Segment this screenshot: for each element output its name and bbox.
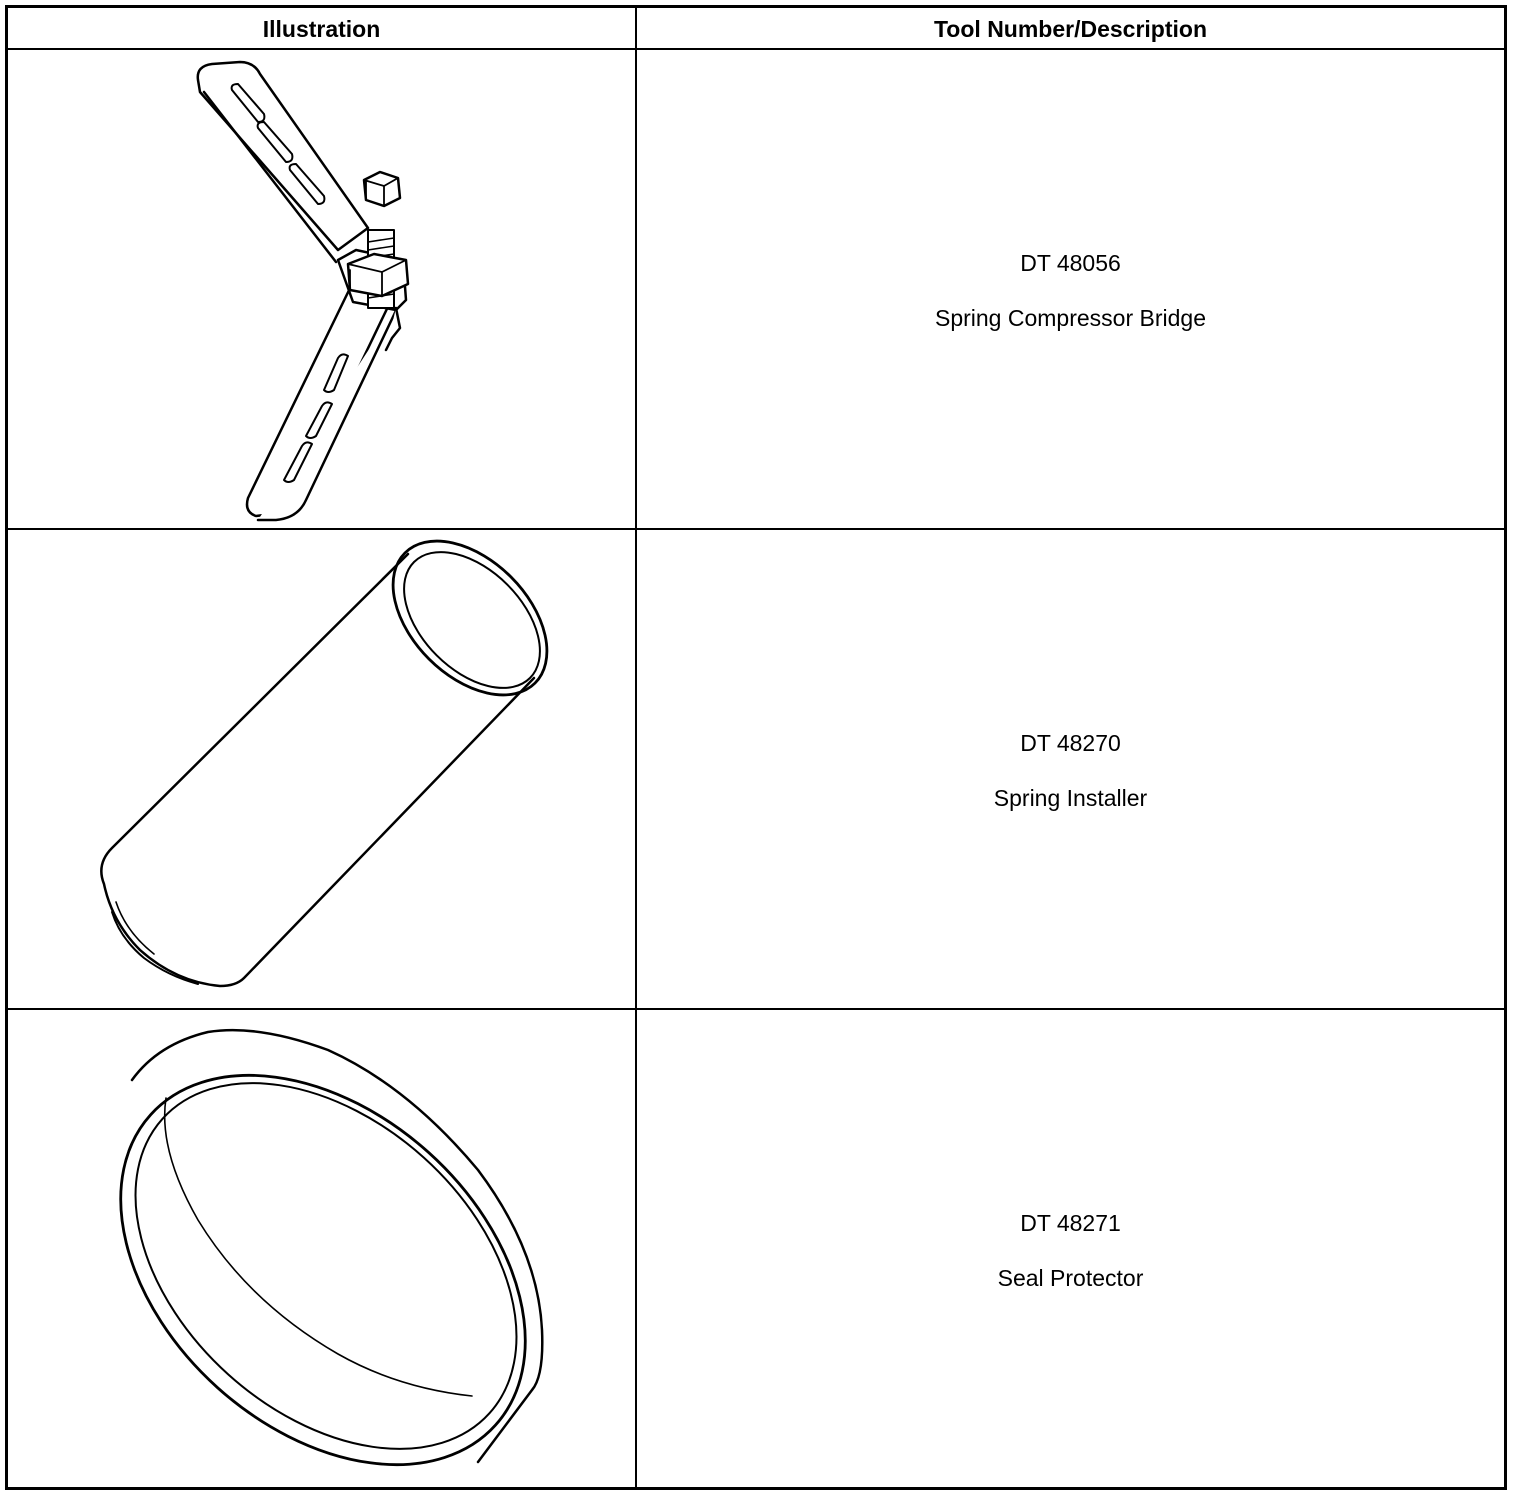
spring-installer-icon: [8, 530, 635, 1008]
tool-name: Seal Protector: [997, 1265, 1144, 1291]
table-row: [8, 530, 1504, 1008]
description-cell: [637, 1010, 1504, 1487]
tool-name: Spring Installer: [993, 785, 1148, 811]
tool-number: DT 48271: [1020, 1210, 1121, 1236]
spring-compressor-bridge-icon: [8, 50, 635, 528]
table-row: [8, 50, 1504, 528]
description-cell: [637, 50, 1504, 528]
seal-protector-icon: [8, 1010, 635, 1487]
tool-name: Spring Compressor Bridge: [934, 305, 1206, 331]
header-illustration: Illustration: [262, 15, 381, 42]
tool-number: DT 48270: [1020, 730, 1121, 756]
header-tool-description: Tool Number/Description: [933, 15, 1208, 42]
illustration-cell: [8, 530, 635, 1008]
description-cell: [637, 530, 1504, 1008]
tool-table: [5, 5, 1507, 1490]
table-row: [8, 1010, 1504, 1487]
illustration-cell: [8, 50, 635, 528]
tool-number: DT 48056: [1020, 250, 1121, 276]
illustration-cell: [8, 1010, 635, 1487]
